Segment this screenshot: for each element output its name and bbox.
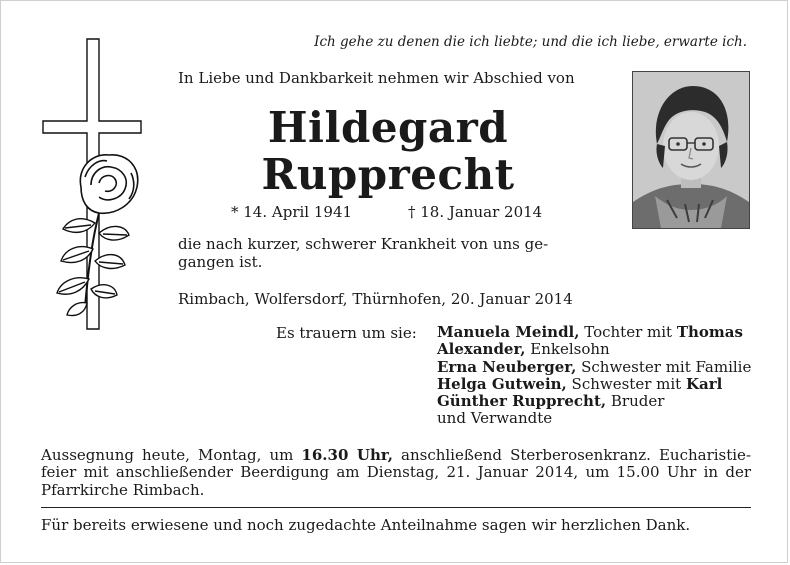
mourner-name: Günther Rupprecht, (437, 392, 607, 411)
motto: Ich gehe zu denen die ich liebte; und die ich liebe, erwarte ich. (314, 34, 747, 50)
mourners-list (437, 323, 752, 428)
funeral-text: Aussegnung heute, Montag, um (41, 446, 302, 464)
mourner-name: Manuela Meindl, (437, 323, 580, 341)
cause-line: gangen ist. (178, 253, 263, 271)
mourner-line (437, 324, 747, 341)
funeral-info (41, 447, 751, 499)
mourner-relation: Schwester mit (566, 374, 686, 393)
portrait-silhouette-icon (633, 72, 749, 228)
thanks-text: Für bereits erwiesene und noch zugedachte Anteilnahme sagen wir herzlichen Dank. (41, 516, 691, 534)
mourner-line (437, 393, 747, 410)
mourner-relation: Bruder (606, 392, 665, 411)
death-date: † 18. Januar 2014 (408, 203, 543, 221)
cause-line: die nach kurzer, schwerer Krankheit von uns ge- (178, 235, 549, 253)
mourner-relation: Tochter mit (579, 323, 677, 341)
funeral-text: anschließend Sterberosenkranz. Eucharistie-feier mit anschließender Beerdigung am Dienstag, 21. Januar 2014, um 15.00 Uhr in der Pfarrkirche Rimbach. (41, 446, 752, 499)
mourner-relation: Enkelsohn (525, 340, 610, 359)
deceased-first-name: Hildegard (267, 103, 509, 152)
divider (41, 507, 751, 508)
place-date: Rimbach, Wolfersdorf, Thürnhofen, 20. Januar 2014 (178, 290, 573, 308)
mourner-name: Helga Gutwein, (437, 374, 567, 393)
intro-text: In Liebe und Dankbarkeit nehmen wir Abschied von (178, 69, 575, 87)
mourner-line (437, 341, 747, 358)
mourner-line (437, 357, 752, 376)
birth-date: * 14. April 1941 (231, 203, 353, 221)
funeral-time: 16.30 Uhr, (301, 446, 393, 464)
deceased-last-name: Rupprecht (261, 150, 515, 199)
mourners-label: Es trauern um sie: (276, 324, 417, 342)
mourner-name: Alexander, (437, 340, 526, 359)
mourner-relation: Schwester mit Familie (576, 357, 752, 376)
cause-text (178, 235, 587, 271)
mourner-name: Erna Neuberger, (437, 357, 577, 376)
mourner-name: Thomas (676, 323, 743, 341)
cross-with-rose-icon (41, 37, 151, 333)
portrait-photo (632, 71, 750, 229)
mourner-line: und Verwandte (437, 409, 553, 428)
mourner-name: Karl (685, 374, 723, 393)
mourner-line (437, 376, 747, 393)
